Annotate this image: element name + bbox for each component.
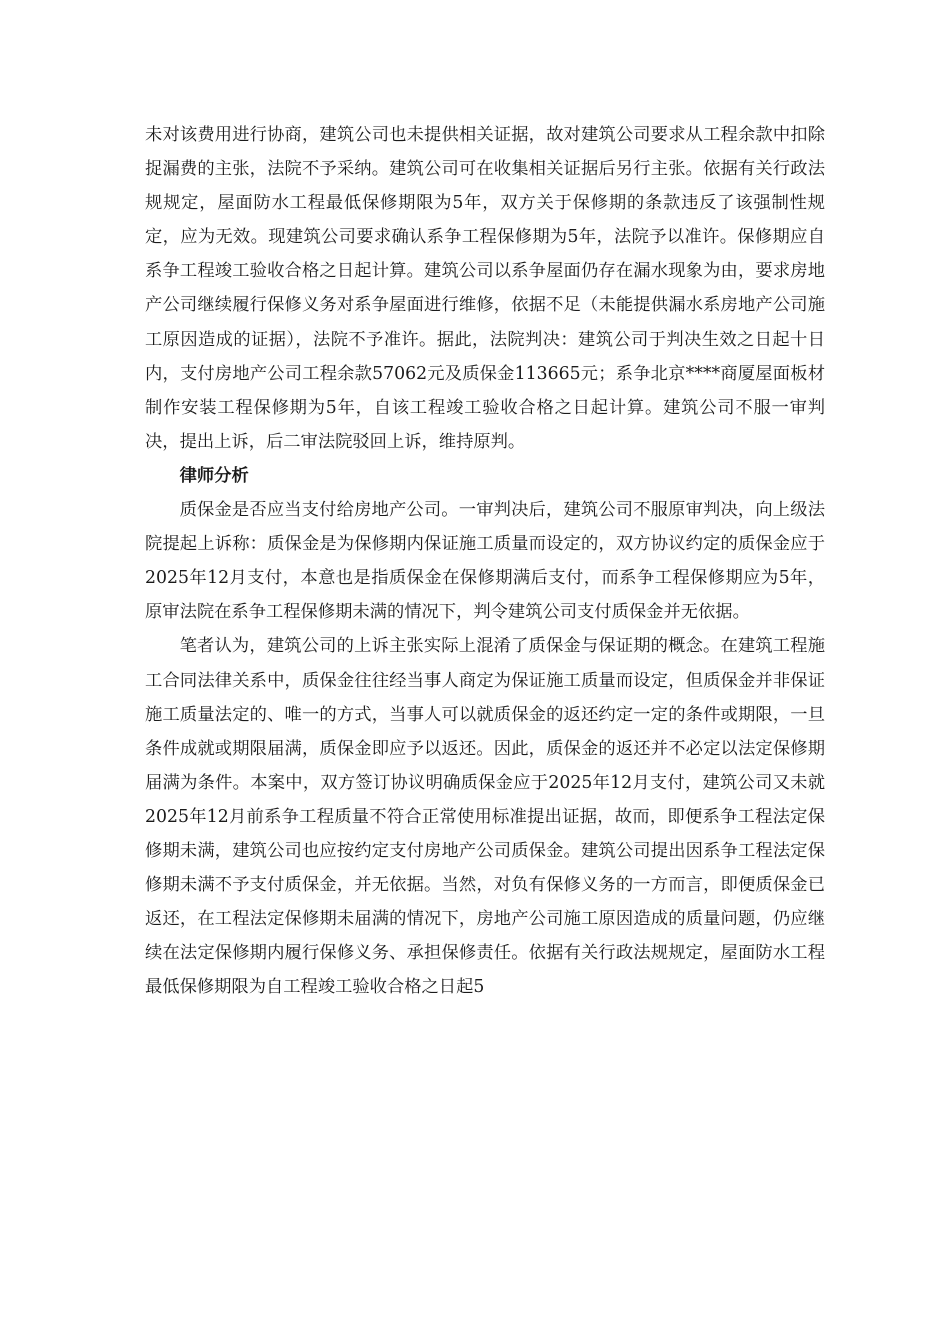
section-heading: 律师分析 xyxy=(179,465,249,486)
paragraph-appeal: 质保金是否应当支付给房地产公司。一审判决后，建筑公司不服原审判决，向上级法院提起上诉称：质保金是为保修期内保证施工质量而设定的，双方协议约定的质保金应于2025年12月支付，本意也是指质保金在保修期满后支付，而系争工程保修期应为5年，原审法院在系争工程保修期未满的情况下，判令建筑公司支付质保金并无依据。 xyxy=(145,500,825,623)
paragraph-author-opinion: 笔者认为，建筑公司的上诉主张实际上混淆了质保金与保证期的概念。在建筑工程施工合同法律关系中，质保金往往经当事人商定为保证施工质量而设定，但质保金并非保证施工质量法定的、唯一的方式，当事人可以就质保金的返还约定一定的条件或期限，一旦条件成就或期限届满，质保金即应予以返还。因此，质保金的返还并不必定以法定保修期届满为条件。本案中，双方签订协议明确质保金应于2025年12月支付，建筑公司又未就2025年12月前系争工程质量不符合正常使用标准提出证据，故而，即便系争工程法定保修期未满，建筑公司也应按约定支付房地产公司质保金。建筑公司提出因系争工程法定保修期未满不予支付质保金，并无依据。当然，对负有保修义务的一方而言，即便质保金已返还，在工程法定保修期未届满的情况下，房地产公司施工原因造成的质量问题，仍应继续在法定保修期内履行保修义务、承担保修责任。依据有关行政法规规定，屋面防水工程最低保修期限为自工程竣工验收合格之日起5 xyxy=(145,636,825,998)
document-page xyxy=(145,118,825,1004)
paragraph-court-ruling: 未对该费用进行协商，建筑公司也未提供相关证据，故对建筑公司要求从工程余款中扣除捉漏费的主张，法院不予采纳。建筑公司可在收集相关证据后另行主张。依据有关行政法规规定，屋面防水工程最低保修期限为5年，双方关于保修期的条款违反了该强制性规定，应为无效。现建筑公司要求确认系争工程保修期为5年，法院予以准许。保修期应自系争工程竣工验收合格之日起计算。建筑公司以系争屋面仍存在漏水现象为由，要求房地产公司继续履行保修义务对系争屋面进行维修，依据不足（未能提供漏水系房地产公司施工原因造成的证据），法院不予准许。据此，法院判决：建筑公司于判决生效之日起十日内，支付房地产公司工程余款57062元及质保金113665元；系争北京****商厦屋面板材制作安装工程保修期为5年，自该工程竣工验收合格之日起计算。建筑公司不服一审判决，提出上诉，后二审法院驳回上诉，维持原判。 xyxy=(145,125,825,452)
